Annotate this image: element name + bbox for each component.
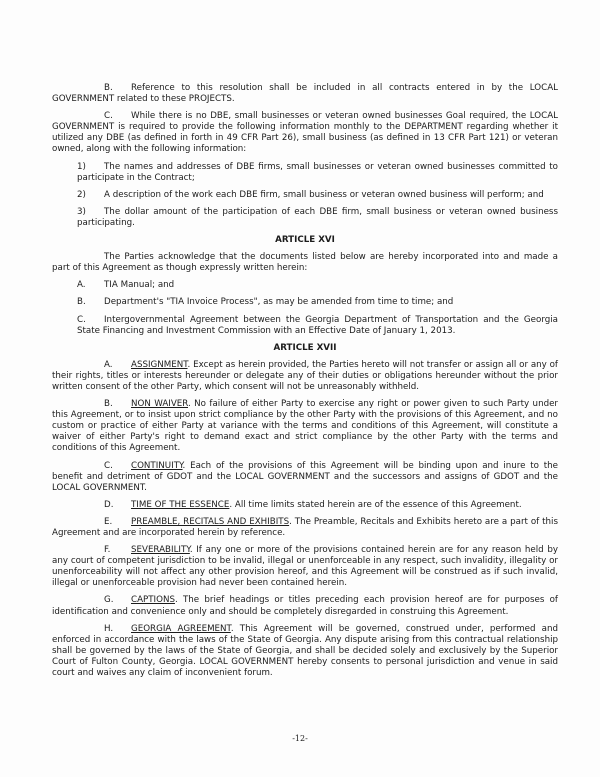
item-text: . If any one or more of the provisions contained herein are for any reason held by any court of competent jurisdiction to be invalid, illegal or unenforceable in any respect, such invalidity, illegality or unenforceability will not affect any other provision hereof, and this Agreement will be construed as if such invalid, illegal or unenforceable provision had never been contained herein.: [52, 545, 558, 589]
item-label: 1): [77, 161, 86, 172]
article-xvii-heading: ARTICLE XVII: [273, 342, 337, 353]
item-title: CONTINUITY: [131, 460, 183, 471]
article-xvii-item-h: [52, 624, 558, 679]
item-text: Department's "TIA Invoice Process", as may be amended from time to time; and: [104, 297, 454, 308]
item-text: While there is no DBE, small businesses or veteran owned businesses Goal required, the LOCAL GOVERNMENT is required to provide the following information monthly to the DEPARTMENT regarding whether it utilized any DBE (as defined in forth in 49 CFR Part 26), small business (as defined in 13 CFR Part 121) or veteran owned, along with the following information:: [52, 111, 558, 155]
article-xvii-item-g: [52, 595, 558, 617]
numbered-item-3: [52, 207, 558, 229]
numbered-item-1: [52, 162, 558, 184]
item-label: B.: [104, 83, 113, 93]
paragraph-c: [52, 111, 558, 155]
item-label: B.: [77, 297, 86, 308]
item-label: C.: [104, 111, 113, 122]
item-text: The names and addresses of DBE firms, small businesses or veteran owned businesses committed to participate in the Contract;: [77, 161, 558, 183]
item-text: The dollar amount of the participation of each DBE firm, small business or veteran owned business participating.: [77, 206, 558, 228]
item-label: E.: [104, 516, 113, 527]
item-text: . The brief headings or titles preceding each provision hereof are for purposes of identification and convenience only and should be completely disregarded in construing this Agreement.: [52, 595, 558, 617]
item-label: C.: [77, 314, 86, 325]
item-title: ASSIGNMENT: [131, 359, 188, 370]
article-xvi-item-c: [52, 315, 558, 337]
item-label: D.: [104, 499, 114, 510]
item-label: C.: [104, 460, 113, 471]
numbered-item-2: [52, 190, 558, 201]
item-label: 3): [77, 206, 86, 217]
item-text: . The Preamble, Recitals and Exhibits hereto are a part of this Agreement and are incorporated herein by reference.: [52, 516, 558, 538]
item-text: A description of the work each DBE firm, small business or veteran owned business will perform; and: [104, 189, 544, 200]
item-text: TIA Manual; and: [104, 280, 175, 291]
item-title: NON WAIVER: [131, 399, 189, 410]
page-number: -12-: [292, 734, 308, 743]
item-label: H.: [104, 623, 114, 634]
item-title: CAPTIONS: [131, 595, 175, 606]
item-title: SEVERABILITY: [131, 545, 190, 556]
item-text: . No failure of either Party to exercise any right or power given to such Party under this Agreement, or to insist upon strict compliance by the other Party with the provisions of this Agreement, and no custom or practice of either Party at variance with the terms and conditions of this Agreement, will constitute a waiver of either Party's right to demand exact and strict compliance by the other Party with the terms and conditions of this Agreement.: [52, 399, 559, 454]
item-text: . Except as herein provided, the Parties hereto will not transfer or assign all or any of their rights, titles or interests hereunder or delegate any of their duties or obligations hereunder without the prior written consent of the other Party, which consent will not be unreasonably withheld.: [52, 359, 558, 392]
article-xvi-heading: ARTICLE XVI: [275, 235, 335, 246]
item-label: A.: [104, 359, 113, 370]
item-text: Intergovernmental Agreement between the Georgia Department of Transportation and the Georgia State Financing and Investment Commission with an Effective Date of January 1, 2013.: [77, 314, 558, 336]
article-xvii-item-c: [52, 461, 558, 494]
item-text: . All time limits stated herein are of the essence of this Agreement.: [229, 499, 522, 510]
article-xvii-item-a: [52, 360, 558, 393]
item-text: Reference to this resolution shall be included in all contracts entered in by the LOCAL GOVERNMENT related to these PROJECTS.: [52, 83, 558, 105]
item-title: GEORGIA AGREEMENT: [131, 623, 231, 634]
page-body: [52, 83, 558, 685]
item-text: . This Agreement will be governed, construed under, performed and enforced in accordance with the laws of the State of Georgia. Any dispute arising from this contractual relationship shall be governed by the laws of the State of Georgia, and shall be decided solely and exclusively by the Superior Court of Fulton County, Georgia. LOCAL GOVERNMENT hereby consents to personal jurisdiction and venue in said court and waives any claim of inconvenient forum.: [52, 623, 558, 679]
article-xvii-item-e: [52, 517, 558, 539]
item-label: A.: [77, 280, 86, 291]
item-title: PREAMBLE, RECITALS AND EXHIBITS: [131, 516, 290, 527]
item-text: . Each of the provisions of this Agreement will be binding upon and inure to the benefit and detriment of GDOT and the LOCAL GOVERNMENT and the successors and assigns of GDOT and the LOCAL GOVERNMENT.: [52, 460, 558, 493]
item-title: TIME OF THE ESSENCE: [131, 499, 230, 510]
item-label: B.: [104, 399, 113, 410]
article-xvi-item-a: [52, 280, 558, 291]
article-xvii-item-b: [52, 399, 558, 454]
article-xvi-intro: The Parties acknowledge that the documents listed below are hereby incorporated into and made a part of this Agreement as though expressly written herein:: [52, 252, 558, 274]
article-xvi-item-b: [52, 297, 558, 308]
article-xvii-item-f: [52, 545, 558, 589]
paragraph-b: [52, 83, 558, 105]
item-label: F.: [104, 545, 111, 556]
item-label: G.: [104, 595, 114, 606]
item-label: 2): [77, 189, 86, 200]
article-xvii-item-d: [52, 500, 558, 511]
